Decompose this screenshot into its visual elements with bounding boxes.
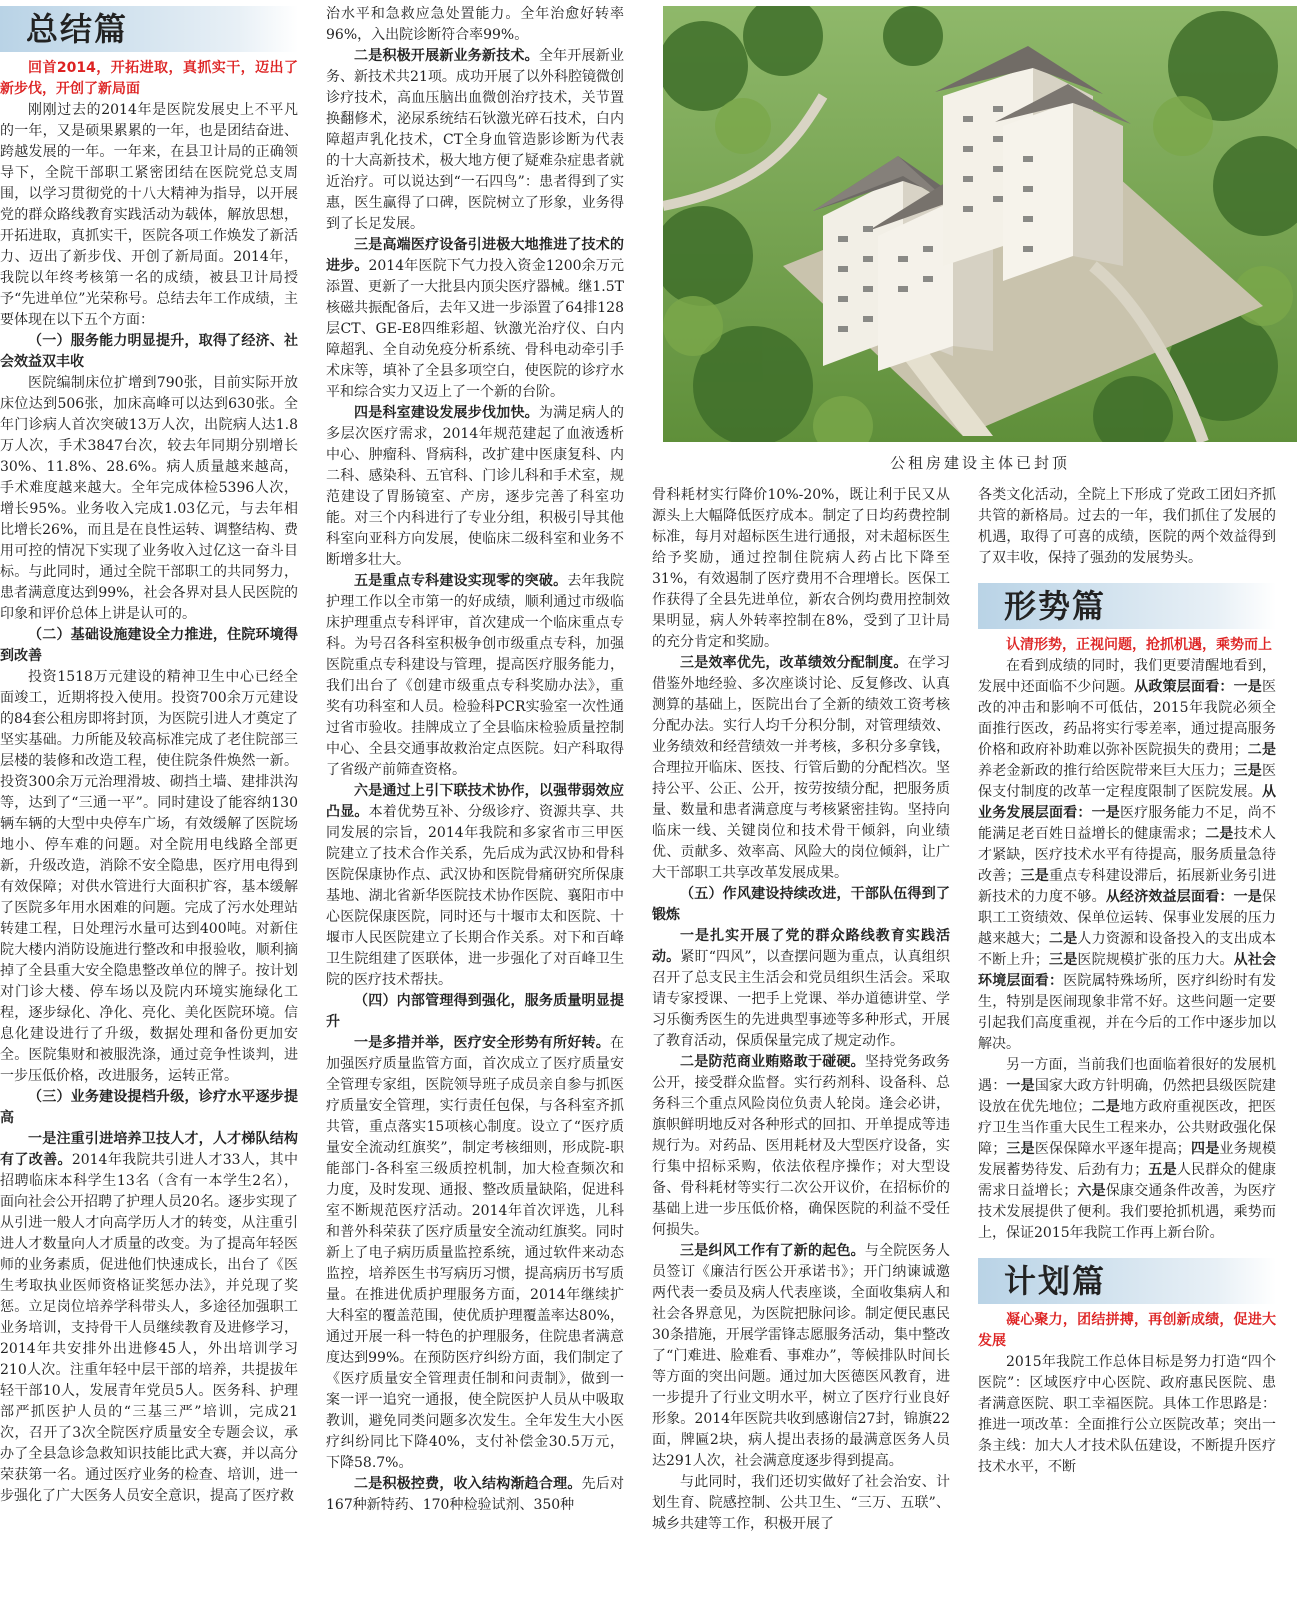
section-header-summary [0, 6, 298, 52]
paragraph: 医院编制床位扩增到790张，目前实际开放床位达到506张，加床高峰可以达到630张。全年门诊病人首次突破13万人次，出院病人达1.8万人次，手术3847台次，较去年同期分别增长30%、11.8%、28.6%。病人质量越来越高，手术难度越来越大。全年完成体检5396人次，增长95%。业务收入完成1.03亿元，与去年相比增长26%，而且是在良性运转、调整结构、费用可控的情况下实现了业务收入过亿这一奋斗目标。与此同时，通过全院干部职工的共同努力，患者满意度达到99%，社会各界对县人民医院的印象和评价总体上讲是认可的。 [0, 375, 298, 622]
subheading: （二）基础设施建设全力推进，住院环境得到改善 [0, 627, 298, 664]
paragraph-lead: 一是注重引进培养卫技人才，人才梯队结构有了改善。 [0, 1131, 298, 1168]
paragraph [978, 656, 1276, 1055]
paragraph-lead: 二是积极控费，收入结构渐趋合理。 [354, 1476, 582, 1492]
paragraph-text: 在看到成绩的同时，我们更要清醒地看到，发展中还面临不少问题。 [978, 658, 1276, 695]
apartment-buildings-illustration [663, 6, 1297, 442]
paragraph-text: 技术人才紧缺，医疗技术水平有待提高，服务质量急待改善； [978, 826, 1276, 884]
emphasis: 六是 [1077, 1183, 1106, 1199]
paragraph-text: 为满足病人的多层次医疗需求，2014年规范建起了血液透析中心、肿瘤科、肾病科，改扩建中医康复科、内二科、感染科、五官科、门诊儿科和手术室，规范建设了胃肠镜室、产房，逐步完善了科室功能。对三个内科进行了专业分组，积极引导其他科室向亚科方向发展，使临床二级科室和业务不断增多壮大。 [326, 405, 624, 568]
emphasis: 三是 [1020, 868, 1050, 884]
paragraph-text: 紧盯“四风”，以查摆问题为重点，认真组织召开了总支民主生活会和党员组织生活会。采取请专家授课、一把手上党课、举办道德讲堂、学习乐衡秀医生的先进典型事迹等多种形式，开展了教育活动，保质保量完成了规定动作。 [652, 949, 950, 1049]
emphasis: 二是 [1048, 931, 1078, 947]
paragraph-text: 国家大政方针明确，仍然把县级医院建设放在优先地位； [978, 1078, 1276, 1115]
paragraph: 2015年我院工作总体目标是努力打造“四个医院”：区域医疗中心医院、政府惠民医院、患者满意医院、职工幸福医院。具体工作思路是：推进一项改革：全面推行公立医院改革；突出一条主线：加大人才技术队伍建设，不断提升医疗技术水平，不断 [978, 1354, 1276, 1475]
paragraph-text: 本着优势互补、分级诊疗、资源共享、共同发展的宗旨，2014年我院和多家省市三甲医院建立了技术合作关系，先后成为武汉协和骨科医院保康协作点、武汉协和医院骨痛研究所保康基地、湖北省新华医院技术协作医院、襄阳市中心医院保康医院，同时还与十堰市太和医院、十堰市人民医院建立了长期合作关系。对下和百峰卫生院组建了医联体，进一步强化了对百峰卫生院的医疗技术帮扶。 [326, 804, 624, 988]
paragraph-text: 保康交通条件改善，为医疗技术发展提供了便利。我们要抢抓机遇，乘势而上，保证2015年我院工作再上新台阶。 [978, 1183, 1276, 1241]
paragraph-text: 坚持党务政务公开，接受群众监督。实行药剂科、设备科、总务科三个重点风险岗位负责人轮岗。逢会必讲，旗帜鲜明地反对各种形式的回扣、开单提成等违规行为。对药品、医用耗材及大型医疗设备，实行集中招标采购，依法依程序操作；对大型设备、骨科耗材等实行二次公开议价，在招标价的基础上进一步压低价格，确保医院的利益不受任何损失。 [652, 1054, 950, 1238]
paragraph-text: 医疗服务能力不足，尚不能满足老百姓日益增长的健康需求； [978, 805, 1276, 842]
section-lead-plan: 凝心聚力，团结拼搏，再创新成绩，促进大发展 [978, 1312, 1276, 1349]
emphasis: 三是 [1006, 1141, 1035, 1157]
paragraph-lead: 二是防范商业贿赂敢于碰硬。 [680, 1054, 865, 1070]
section-header-situation [978, 583, 1276, 629]
paragraph-text: 医院属特殊场所，医疗纠纷时有发生，特别是医闹现象非常不好。这些问题一定要引起我们高度重视，并在今后的工作中逐步加以解决。 [978, 973, 1276, 1052]
paragraph [326, 781, 624, 991]
paragraph-lead: 二是积极开展新业务新技术。 [354, 48, 539, 64]
paragraph-lead: 五是重点专科建设实现零的突破。 [354, 573, 568, 589]
emphasis: 三是 [1048, 952, 1078, 968]
emphasis: 从政策层面看：一是 [1134, 679, 1263, 695]
paragraph [652, 1241, 950, 1472]
emphasis: 五是 [1148, 1162, 1177, 1178]
paragraph-text: 保职工工资绩效、保单位运转、保事业发展的压力越来越大； [978, 889, 1276, 947]
paragraph-text: 人民群众的健康需求日益增长； [978, 1162, 1276, 1199]
paragraph-lead: 六是通过上引下联技术协作，以强带弱效应凸显。 [326, 783, 624, 820]
paragraph-text: 医改的冲击和影响不可低估，2015年我院必须全面推行医改，药品将实行零差率，通过提高服务价格和政府补助难以弥补医院损失的费用； [978, 679, 1276, 758]
emphasis: 二是 [1091, 1099, 1121, 1115]
paragraph [652, 926, 950, 1052]
column-4 [978, 485, 1276, 1600]
subheading: （一）服务能力明显提升，取得了经济、社会效益双丰收 [0, 333, 298, 370]
paragraph-text: 与全院医务人员签订《廉洁行医公开承诺书》；开门纳谏诚邀两代表一委员及病人代表座谈，全面收集病人和社会各界意见，为医院把脉问诊。制定便民惠民30条措施，开展学雷锋志愿服务活动，集中整改了“门难进、脸难看、事难办”，等候排队时间长等方面的突出问题。通过加大医德医风教育，进一步提升了行业文明水平，树立了医疗行业良好形象。2014年医院共收到感谢信27封，锦旗22面，牌匾2块，病人提出表扬的最满意医务人员达291人次，社会满意度逐步得到提高。 [652, 1243, 950, 1469]
paragraph-lead: 三是纠风工作有了新的起色。 [680, 1243, 865, 1259]
subheading: （三）业务建设提档升级，诊疗水平逐步提高 [0, 1089, 298, 1126]
image-caption: 公租房建设主体已封顶 [889, 454, 1070, 472]
paragraph-lead: 四是科室建设发展步伐加快。 [354, 405, 539, 421]
paragraph [326, 235, 624, 403]
column-3 [652, 485, 950, 1600]
paragraph-text: 在加强医疗质量监管方面，首次成立了医疗质量安全管理专家组，医院领导班子成员亲自参与抓医疗质量安全管理，实行责任包保，与各科室齐抓共管，重点落实15项核心制度。设立了“医疗质量安全流动红旗奖”，制定考核细则，形成院-职能部门-各科室三级质控机制，加大检查频次和力度，及时发现、通报、整改质量缺陷，促进科室不断规范医疗活动。2014年首次评选，儿科和普外科荣获了医疗质量安全流动红旗奖。同时新上了电子病历质量监控系统，通过软件来动态监控，培养医生书写病历习惯，提高病历书写质量。在推进优质护理服务方面，2014年继续扩大科室的覆盖范围，使优质护理覆盖率达80%，通过开展一科一特色的护理服务，住院患者满意度达到99%。在预防医疗纠纷方面，我们制定了《医疗质量安全管理责任制和问责制》，做到一案一评一追究一通报，使全院医护人员从中吸取教训，避免同类问题多次发生。全年发生大小医疗纠纷同比下降40%，支付补偿金30.5万元，下降58.7%。 [326, 1035, 624, 1471]
column-2 [326, 0, 624, 1604]
paragraph [326, 571, 624, 781]
paragraph-lead: 一是扎实开展了党的群众路线教育实践活动。 [652, 928, 950, 965]
paragraph-text: 2014年我院共引进人才33人，其中招聘临床本科学生13名（含有一本学生2名），面向社会公开招聘了护理人员20名。逐步实现了从引进一般人才向高学历人才的转变，从注重引进人才数量向人才质量的改变。为了提高年轻医师的业务素质，促进他们快速成长，出台了《医生考取执业医师资格证奖惩办法》，并兑现了奖惩。立足岗位培养学科带头人，多途径加强职工业务培训，支持骨干人员继续教育及进修学习，2014年共安排外出进修45人，外出培训学习210人次。注重年轻中层干部的培养，共提拔年轻干部10人，发展青年党员5人。医务科、护理部严抓医护人员的“三基三严”培训，完成21次，召开了3次全院医疗质量安全专题会议，承办了全县急诊急救知识技能比武大赛，并以高分荣获第一名。通过医疗业务的检查、培训，进一步强化了广大医务人员安全意识，提高了医疗救 [0, 1152, 298, 1504]
paragraph: 治水平和急救应急处置能力。全年治愈好转率96%，入出院诊断符合率99%。 [326, 6, 624, 43]
emphasis: 从业务发展层面看：一是 [978, 784, 1276, 821]
subheading: （五）作风建设持续改进，干部队伍得到了锻炼 [652, 886, 950, 923]
emphasis: 三是 [1233, 763, 1263, 779]
paragraph-text: 医院规模扩张的压力大。 [1077, 952, 1234, 968]
paragraph: 刚刚过去的2014年是医院发展史上不平凡的一年，又是硕果累累的一年，也是团结奋进、跨越发展的一年。一年来，在县卫计局的正确领导下，全院干部职工紧密团结在医院党总支周围，以学习贯彻党的十八大精神为指导，以开展党的群众路线教育实践活动为载体，解放思想，开拓进取，真抓实干，医院各项工作焕发了新活力、迈出了新步伐、开创了新局面。2014年，我院以年终考核第一名的成绩，被县卫计局授予“先进单位”光荣称号。总结去年工作成绩，主要体现在以下五个方面： [0, 102, 298, 328]
paragraph-text: 医保支付制度的改革一定程度限制了医院发展。 [978, 763, 1276, 800]
paragraph-text: 人力资源和设备投入的支出成本不断上升； [978, 931, 1276, 968]
paragraph-lead: 三是效率优先，改革绩效分配制度。 [680, 655, 908, 671]
paragraph: 各类文化活动，全院上下形成了党政工团妇齐抓共管的新格局。过去的一年，我们抓住了发展的机遇，取得了可喜的成绩，医院的两个效益得到了双丰收，保持了强劲的发展势头。 [978, 487, 1276, 566]
paragraph-text: 医保保障水平逐年提高； [1034, 1141, 1191, 1157]
section-lead-summary: 回首2014，开拓进取，真抓实干，迈出了新步伐，开创了新局面 [0, 60, 298, 97]
paragraph: 与此同时，我们还切实做好了社会治安、计划生育、院感控制、公共卫生、“三万、五联”、城乡共建等工作，积极开展了 [652, 1474, 950, 1532]
paragraph-text: 业务规模发展蓄势待发、后劲有力； [978, 1141, 1276, 1178]
paragraph [652, 653, 950, 884]
paragraph [326, 46, 624, 235]
paragraph-lead: 一是多措并举，医疗安全形势有所好转。 [354, 1035, 610, 1051]
paragraph-text: 重点专科建设滞后，拓展新业务引进新技术的力度不够。 [978, 868, 1276, 905]
paragraph [978, 1055, 1276, 1244]
paragraph-text: 去年我院护理工作以全市第一的好成绩，顺利通过市级临床护理重点专科评审，首次建成一个临床重点专科。为号召各科室积极争创市级重点专科，加强医院重点专科建设与管理，提高医疗服务能力，我们出台了《创建市级重点专科奖励办法》，重奖有功科室和人员。检验科PCR实验室一次性通过省市验收。挂牌成立了全县临床检验质量控制中心、全县交通事故救治定点医院。妇产科取得了省级产前筛查资格。 [326, 573, 624, 778]
emphasis: 二是 [1247, 742, 1276, 758]
paragraph [0, 1129, 298, 1507]
paragraph-text: 2014年医院下气力投入资金1200余万元添置、更新了一大批县内顶尖医疗器械。继1.5T核磁共振配备后，去年又进一步添置了64排128层CT、GE-E8四维彩超、钬激光治疗仪、白内障超乳、全自动免疫分析系统、骨科电动牵引手术床等，填补了全县多项空白，使医院的诊疗水平和综合实力又迈上了一个新的台阶。 [326, 258, 624, 400]
section-header-plan [978, 1258, 1276, 1304]
paragraph-text: 养老金新政的推行给医院带来巨大压力； [978, 763, 1234, 779]
section-title-summary: 总结篇 [26, 10, 129, 48]
column-1 [0, 0, 298, 1600]
paragraph-text: 在学习借鉴外地经验、多次座谈讨论、反复修改、认真测算的基础上，医院出台了全新的绩效工资考核分配办法。实行人均千分积分制，对管理绩效、业务绩效和经营绩效一并考核，多积分多拿钱，合理拉开临床、医技、行管后勤的分配档次。坚持公平、公正、公开，按劳按绩分配，把服务质量、数量和患者满意度与考核紧密挂钩。坚持向临床一线、关键岗位和技术骨干倾斜，向业绩优、贡献多、效率高、风险大的岗位倾斜，让广大干部职工共享改革发展成果。 [652, 655, 950, 881]
building-rendering-image [663, 6, 1297, 442]
paragraph-lead: 三是高端医疗设备引进极大地推进了技术的进步。 [326, 237, 624, 274]
section-lead-situation: 认清形势，正视问题，抢抓机遇，乘势而上 [1006, 637, 1272, 653]
paragraph [652, 1052, 950, 1241]
emphasis: 从经济效益层面看：一是 [1105, 889, 1263, 905]
emphasis: 四是 [1190, 1141, 1220, 1157]
paragraph-text: 另一方面，当前我们也面临着很好的发展机遇： [978, 1057, 1276, 1094]
paragraph: 骨科耗材实行降价10%-20%，既让利于民又从源头上大幅降低医疗成本。制定了日均药费控制标准，每月对超标医生进行通报，对未超标医生给予奖励，通过控制住院病人药占比下降至31%，有效遏制了医疗费用不合理增长。医保工作获得了全县先进单位，新农合例均费用控制效果明显，病人外转率控制在8%，受到了卫计局的充分肯定和奖励。 [652, 487, 950, 650]
emphasis: 一是 [1006, 1078, 1035, 1094]
emphasis: 从社会环境层面看： [978, 952, 1276, 989]
paragraph-text: 地方政府重视医改，把医疗卫生当作重大民生工程来办，公共财政强化保障； [978, 1099, 1276, 1157]
emphasis: 二是 [1205, 826, 1234, 842]
subheading: （四）内部管理得到强化，服务质量明显提升 [326, 993, 624, 1030]
section-title-situation: 形势篇 [1004, 587, 1107, 625]
paragraph: 投资1518万元建设的精神卫生中心已经全面竣工，近期将投入使用。投资700余万元建设的84套公租房即将封顶，为医院引进人才奠定了坚实基础。力所能及较高标准完成了老住院部三层楼的装修和改造工程，使住院条件焕然一新。投资300余万元治理滑坡、砌挡土墙、建排洪沟等，达到了“三通一平”。同时建设了能容纳130辆车辆的大型中央停车广场，有效缓解了医院场地小、停车难的问题。对全院用电线路全部更新，升级改造，消除不安全隐患，医疗用电得到有效保障；对供水管进行大面积扩容，基本缓解了医院多年用水困难的问题。完成了污水处理站转建工程，日处理污水量可达到400吨。对新住院大楼内消防设施进行整改和申报验收，顺利摘掉了全县重大安全隐患整改单位的牌子。按计划对门诊大楼、停车场以及院内环境实施绿化工程，逐步绿化、净化、亮化、美化医院环境。信息化建设进行了升级，数据处理和备份更加安全。医院集财和被服洗涤，通过竞争性谈判，进一步压低价格，改进服务，运转正常。 [0, 669, 298, 1084]
paragraph [326, 1474, 624, 1516]
paragraph [326, 403, 624, 571]
paragraph [326, 1033, 624, 1474]
paragraph-text: 全年开展新业务、新技术共21项。成功开展了以外科腔镜微创诊疗技术，高血压脑出血微创治疗技术，关节置换翻修术，泌尿系统结石钬激光碎石技术，白内障超声乳化技术，CT全身血管造影诊断为代表的十大高新技术，极大地方便了疑难杂症患者就近治疗。可以说达到“一石四鸟”：患者得到了实惠，医生赢得了口碑，医院树立了形象，业务得到了长足发展。 [326, 48, 624, 232]
paragraph-text: 先后对167种新特药、170种检验试剂、350种 [326, 1476, 624, 1513]
section-title-plan: 计划篇 [1004, 1262, 1107, 1300]
